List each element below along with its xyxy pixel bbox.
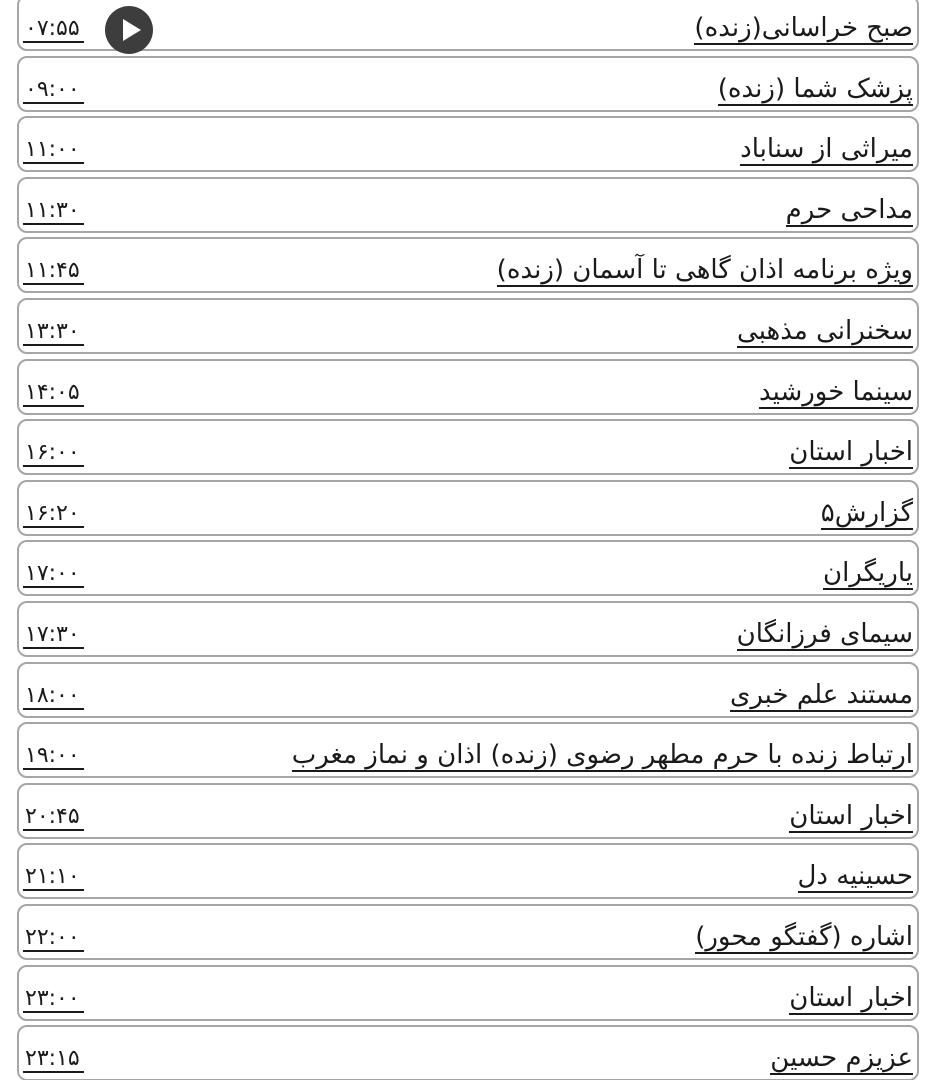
program-title: پزشک شما (زنده): [717, 73, 913, 104]
program-time: ۲۰:۴۵: [23, 805, 84, 831]
schedule-row[interactable]: [17, 1025, 919, 1080]
program-title: ارتباط زنده با حرم مطهر رضوی (زنده) اذان و نماز مغرب: [291, 740, 913, 771]
schedule-row[interactable]: [17, 601, 919, 657]
program-title: سینما خورشید: [758, 376, 913, 407]
program-time: ۰۷:۵۵: [23, 17, 84, 43]
schedule-row[interactable]: [17, 419, 919, 475]
program-title: صبح خراسانی(زنده): [694, 13, 913, 43]
program-time: ۱۷:۰۰: [23, 562, 84, 588]
program-time: ۱۱:۳۰: [23, 199, 84, 225]
program-title: اخبار استان: [789, 800, 913, 831]
program-time: ۰۹:۰۰: [23, 78, 84, 104]
program-title: مستند علم خبری: [729, 679, 913, 710]
program-title: اشاره (گفتگو محور): [695, 921, 913, 952]
program-title: سخنرانی مذهبی: [737, 315, 913, 346]
schedule-row[interactable]: [17, 177, 919, 233]
schedule-row[interactable]: [17, 904, 919, 960]
schedule-row[interactable]: [17, 359, 919, 415]
program-title: یاریگران: [823, 558, 913, 589]
play-button[interactable]: [105, 6, 153, 54]
program-time: ۲۳:۱۵: [23, 1047, 84, 1073]
schedule-row[interactable]: [17, 783, 919, 839]
program-time: ۱۶:۲۰: [23, 502, 84, 528]
schedule-row[interactable]: [17, 965, 919, 1021]
program-title: عزیزم حسین: [770, 1043, 913, 1074]
program-time: ۱۱:۰۰: [23, 138, 84, 164]
schedule-row[interactable]: [17, 298, 919, 354]
program-time: ۱۱:۴۵: [23, 259, 84, 285]
program-time: ۱۷:۳۰: [23, 623, 84, 649]
program-title: گزارش۵: [820, 497, 913, 528]
program-time: ۱۶:۰۰: [23, 441, 84, 467]
program-title: میراثی از سناباد: [740, 134, 913, 165]
schedule-row[interactable]: [17, 480, 919, 536]
schedule-row[interactable]: [17, 0, 919, 51]
program-time: ۲۲:۰۰: [23, 926, 84, 952]
program-time: ۲۱:۱۰: [23, 865, 84, 891]
program-time: ۱۴:۰۵: [23, 381, 84, 407]
program-title: مداحی حرم: [785, 194, 913, 225]
schedule-row[interactable]: [17, 237, 919, 293]
schedule-row[interactable]: [17, 722, 919, 778]
schedule-row[interactable]: [17, 116, 919, 172]
schedule-row[interactable]: [17, 540, 919, 596]
program-title: حسینیه دل: [797, 861, 913, 892]
schedule-row[interactable]: [17, 56, 919, 112]
program-title: سیمای فرزانگان: [736, 618, 913, 649]
schedule-row[interactable]: [17, 843, 919, 899]
program-time: ۱۹:۰۰: [23, 744, 84, 770]
program-time: ۲۳:۰۰: [23, 987, 84, 1013]
program-title: اخبار استان: [789, 437, 913, 468]
program-title: اخبار استان: [789, 982, 913, 1013]
program-time: ۱۳:۳۰: [23, 320, 84, 346]
play-icon: [105, 6, 153, 54]
program-time: ۱۸:۰۰: [23, 684, 84, 710]
schedule-row[interactable]: [17, 662, 919, 718]
program-title: ویژه برنامه اذان گاهی تا آسمان (زنده): [496, 255, 913, 286]
